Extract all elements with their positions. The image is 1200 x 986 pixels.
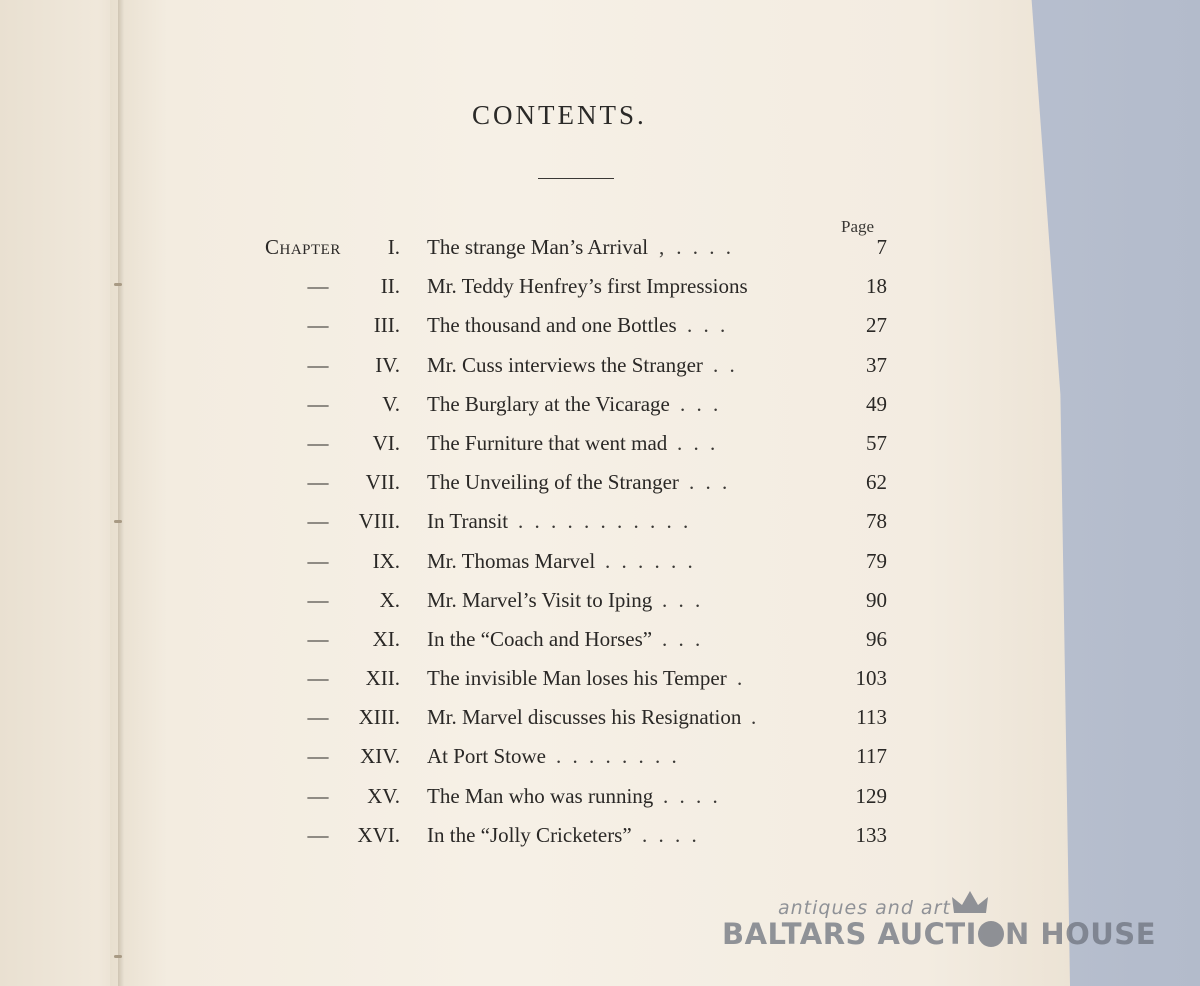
ditto-dash: — (307, 352, 329, 377)
watermark-brand (722, 917, 1156, 951)
ditto-dash: — (307, 822, 329, 847)
chapter-title: The Furniture that went mad (427, 430, 668, 455)
page-column-header: Page (841, 217, 875, 236)
toc-row (265, 310, 895, 349)
ditto-dash: — (307, 430, 329, 455)
toc-row (265, 389, 895, 428)
chapter-number: IX. (372, 548, 400, 573)
leader-dots: . . . . (642, 822, 700, 847)
leader-dots: . . . (662, 587, 704, 612)
page-number: 113 (856, 705, 887, 730)
page-number: 62 (866, 470, 887, 495)
leader-dots: . . . (687, 313, 729, 338)
toc-row (265, 271, 895, 310)
table-of-contents (265, 232, 895, 859)
toc-row (265, 467, 895, 506)
toc-row (265, 546, 895, 585)
crown-icon (950, 889, 990, 915)
watermark-brand-start: BALTARS AUCTI (722, 917, 977, 951)
watermark-logo-icon (978, 921, 1004, 947)
ditto-dash: — (307, 313, 329, 338)
page-gutter (118, 0, 124, 986)
chapter-title: At Port Stowe (427, 744, 547, 769)
chapter-title: The Unveiling of the Stranger (427, 470, 679, 495)
ditto-dash: — (307, 470, 329, 495)
chapter-number: II. (380, 274, 400, 299)
page-number: 78 (866, 509, 887, 534)
chapter-number: XI. (372, 626, 400, 651)
chapter-title: Mr. Marvel’s Visit to Iping (427, 587, 653, 612)
ditto-dash: — (307, 548, 329, 573)
chapter-title: Mr. Marvel discusses his Resignation (427, 705, 742, 730)
toc-row (265, 506, 895, 545)
page-number: 133 (855, 822, 887, 847)
binding-stitch (114, 955, 122, 958)
chapter-number: IV. (375, 352, 400, 377)
chapter-title: The strange Man’s Arrival (427, 235, 649, 259)
chapter-title: In the “Jolly Cricketers” (427, 822, 632, 847)
chapter-number: III. (373, 313, 400, 338)
ditto-dash: — (307, 626, 329, 651)
chapter-title: The invisible Man loses his Temper (427, 666, 727, 691)
leader-dots: . . . (677, 430, 719, 455)
binding-stitch (114, 283, 122, 286)
toc-row (265, 624, 895, 663)
chapter-number: XII. (365, 666, 400, 691)
toc-row (265, 663, 895, 702)
page-title: CONTENTS. (472, 100, 647, 130)
chapter-title: In Transit (427, 509, 509, 534)
leader-dots: . (751, 705, 760, 730)
toc-row (265, 585, 895, 624)
binding-stitch (114, 520, 122, 523)
chapter-number: XIV. (360, 744, 400, 769)
page-number: 117 (856, 744, 887, 769)
title-divider (538, 178, 614, 179)
chapter-number: XVI. (357, 822, 400, 847)
chapter-number: VIII. (358, 509, 400, 534)
toc-row (265, 820, 895, 859)
ditto-dash: — (307, 587, 329, 612)
watermark (720, 897, 1157, 967)
ditto-dash: — (307, 744, 329, 769)
toc-row (265, 781, 895, 820)
chapter-title: The thousand and one Bottles (427, 313, 677, 338)
toc-row (265, 741, 895, 780)
page-number: 7 (876, 235, 887, 259)
toc-row (265, 350, 895, 389)
leader-dots: . . . (662, 626, 704, 651)
page-number: 96 (866, 626, 887, 651)
toc-row (265, 232, 895, 271)
page-number: 90 (866, 587, 887, 612)
leader-dots: . . . . (663, 783, 721, 808)
ditto-dash: — (307, 274, 329, 299)
chapter-title: In the “Coach and Horses” (427, 626, 653, 651)
chapter-title: Mr. Thomas Marvel (427, 548, 596, 573)
page-number: 103 (855, 666, 887, 691)
leader-dots: . (737, 666, 746, 691)
ditto-dash: — (307, 391, 329, 416)
chapter-title: The Man who was running (427, 783, 654, 808)
toc-row (265, 702, 895, 741)
page-number: 18 (866, 274, 887, 299)
leader-dots: . . . (689, 470, 731, 495)
ditto-dash: — (307, 783, 329, 808)
watermark-brand-end: N HOUSE (1004, 917, 1157, 951)
leader-dots: ‚ . . . . (658, 235, 734, 259)
ditto-dash: — (307, 509, 329, 534)
page-number: 37 (866, 352, 887, 377)
watermark-script-text: antiques and art (778, 897, 951, 919)
page-number: 27 (866, 313, 887, 338)
ditto-dash: — (307, 705, 329, 730)
page-number: 129 (855, 783, 887, 808)
page-number: 79 (866, 548, 887, 573)
leader-dots: . . . . . . . . (556, 744, 680, 769)
leader-dots: . . . . . . . . . . . (518, 509, 692, 534)
chapter-number: XV. (367, 783, 400, 808)
chapter-number: VII. (365, 470, 400, 495)
chapter-label: Chapter (265, 235, 341, 259)
leader-dots: . . (713, 352, 738, 377)
leader-dots: . . . . . . (605, 548, 696, 573)
chapter-title: Mr. Teddy Henfrey’s first Impressions (427, 274, 748, 299)
page-number: 57 (866, 430, 887, 455)
ditto-dash: — (307, 666, 329, 691)
chapter-title: Mr. Cuss interviews the Stranger (427, 352, 703, 377)
toc-row (265, 428, 895, 467)
chapter-number: X. (379, 587, 400, 612)
page-number: 49 (866, 391, 887, 416)
chapter-number: XIII. (358, 705, 400, 730)
chapter-number: V. (382, 391, 400, 416)
chapter-number: I. (387, 235, 400, 259)
leader-dots: . . . (680, 391, 722, 416)
chapter-title: The Burglary at the Vicarage (427, 391, 670, 416)
chapter-number: VI. (372, 430, 400, 455)
